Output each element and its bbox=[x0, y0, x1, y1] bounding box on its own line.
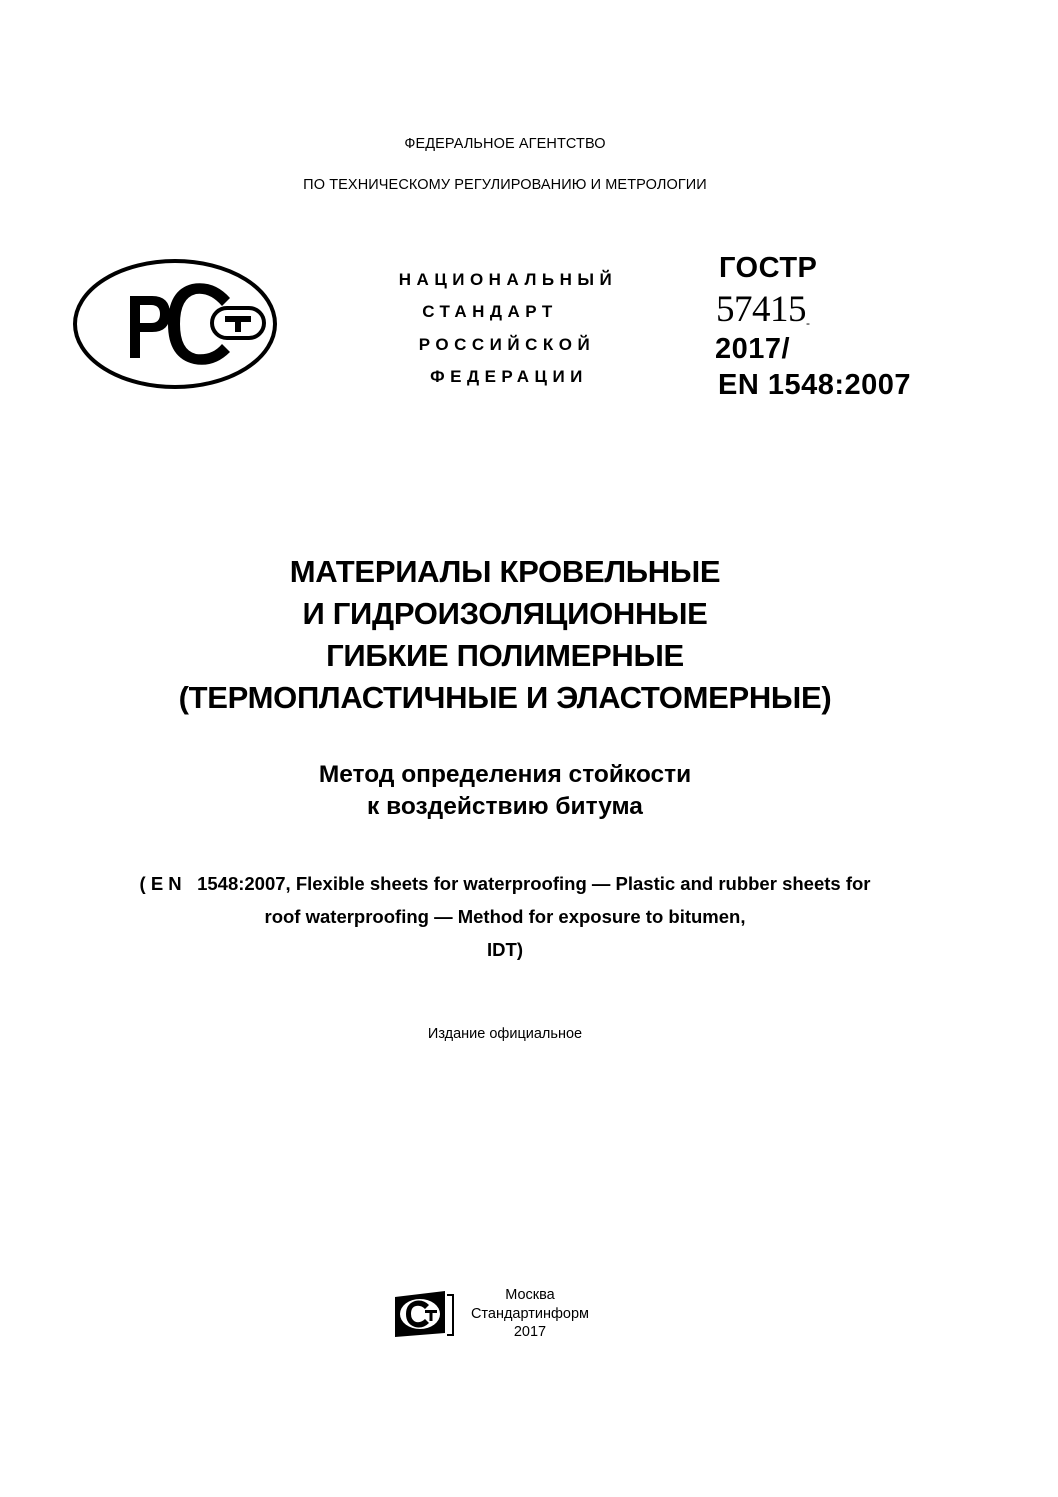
title-line3: ГИБКИЕ ПОЛИМЕРНЫЕ bbox=[326, 638, 684, 673]
standard-label-line2: СТАНДАРТ bbox=[422, 302, 558, 321]
subtitle-line2: к воздействию битума bbox=[367, 793, 643, 820]
title-line1: МАТЕРИАЛЫ КРОВЕЛЬНЫЕ bbox=[289, 554, 721, 589]
designation-prefix: ГОСТР bbox=[719, 252, 818, 284]
en-reference-line1: ( E N 1548:2007, Flexible sheets for waterproofing — Plastic and rubber sheets for bbox=[139, 873, 871, 894]
agency-name-line1: ФЕДЕРАЛЬНОЕ АГЕНТСТВО bbox=[404, 136, 606, 152]
title-line2: И ГИДРОИЗОЛЯЦИОННЫЕ bbox=[302, 596, 708, 631]
agency-name-line2: ПО ТЕХНИЧЕСКОМУ РЕГУЛИРОВАНИЮ И МЕТРОЛОГИИ bbox=[303, 177, 707, 193]
standard-label-line3: РОССИЙСКОЙ bbox=[418, 335, 596, 354]
designation-number: 57415 bbox=[716, 289, 806, 330]
en-reference-line2: roof waterproofing — Method for exposure to bitumen, bbox=[264, 906, 746, 927]
subtitle-line1: Метод определения стойкости bbox=[318, 761, 692, 788]
edition-note: Издание официальное bbox=[427, 1026, 583, 1042]
publisher-name: Стандартинформ bbox=[470, 1306, 590, 1322]
en-reference-line3: IDT) bbox=[487, 939, 523, 960]
designation-number-group bbox=[716, 288, 810, 331]
standard-label-line4: ФЕДЕРАЦИИ bbox=[430, 367, 588, 386]
publisher-year: 2017 bbox=[513, 1324, 547, 1340]
designation-en-ref: EN 1548:2007 bbox=[718, 369, 912, 401]
publisher-city: Москва bbox=[505, 1287, 555, 1303]
standard-label-line1: НАЦИОНАЛЬНЫЙ bbox=[398, 270, 618, 289]
title-line4: (ТЕРМОПЛАСТИЧНЫЕ И ЭЛАСТОМЕРНЫЕ) bbox=[178, 680, 832, 715]
designation-number-mark: - bbox=[806, 316, 810, 330]
rst-mark-icon bbox=[72, 258, 278, 390]
designation-year: 2017/ bbox=[715, 333, 791, 365]
standartinform-logo-icon bbox=[391, 1289, 455, 1339]
